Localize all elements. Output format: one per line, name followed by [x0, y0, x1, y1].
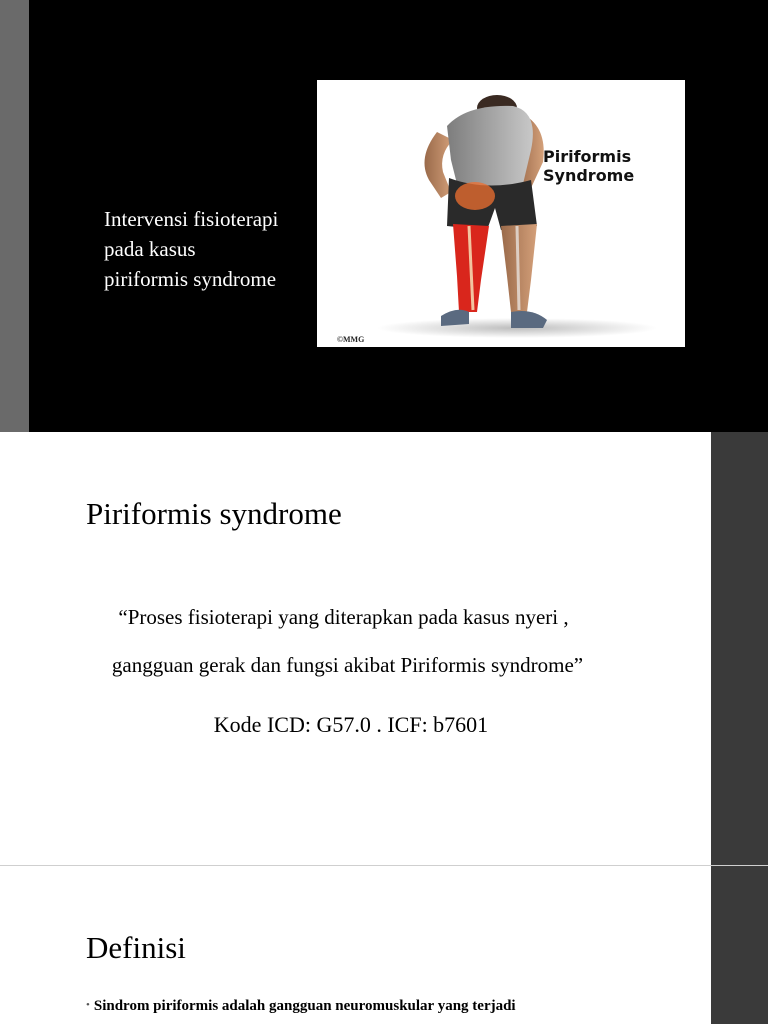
slide-left-bar: [0, 0, 29, 432]
slide-right-sidebar: [711, 866, 768, 1024]
right-shoe: [511, 311, 547, 328]
title-line-2: pada kasus: [104, 237, 196, 261]
icd-icf-code: Kode ICD: G57.0 . ICF: b7601: [213, 712, 489, 737]
icd-slide: [0, 432, 768, 865]
bullet-item: [86, 998, 516, 1015]
slide-title: [104, 204, 319, 294]
bullet-text: Sindrom piriformis adalah gangguan neuromuskular yang terjadi: [93, 998, 516, 1014]
image-credit: ©MMG: [337, 335, 365, 344]
bullet-icon: •: [86, 999, 90, 1011]
title-slide: [0, 0, 768, 432]
torso-shirt: [447, 106, 533, 190]
slide-right-sidebar: [711, 432, 768, 865]
right-leg-bone: [517, 226, 519, 310]
pelvis-highlight: [455, 182, 495, 210]
image-label-line-1: Piriformis: [543, 147, 632, 166]
slide-heading: Piriformis syndrome: [86, 496, 342, 531]
image-label-line-2: Syndrome: [543, 166, 635, 185]
title-line-1: Intervensi fisioterapi: [104, 207, 279, 231]
slide-heading: Definisi: [86, 930, 186, 965]
piriformis-illustration: [317, 80, 685, 347]
left-shoe: [441, 310, 469, 326]
quote-line-2: gangguan gerak dan fungsi akibat Piriformis syndrome”: [111, 653, 584, 677]
quote-line-1: “Proses fisioterapi yang diterapkan pada kasus nyeri ,: [118, 605, 569, 629]
definition-slide: [0, 866, 768, 1024]
title-line-3: piriformis syndrome: [104, 267, 277, 291]
